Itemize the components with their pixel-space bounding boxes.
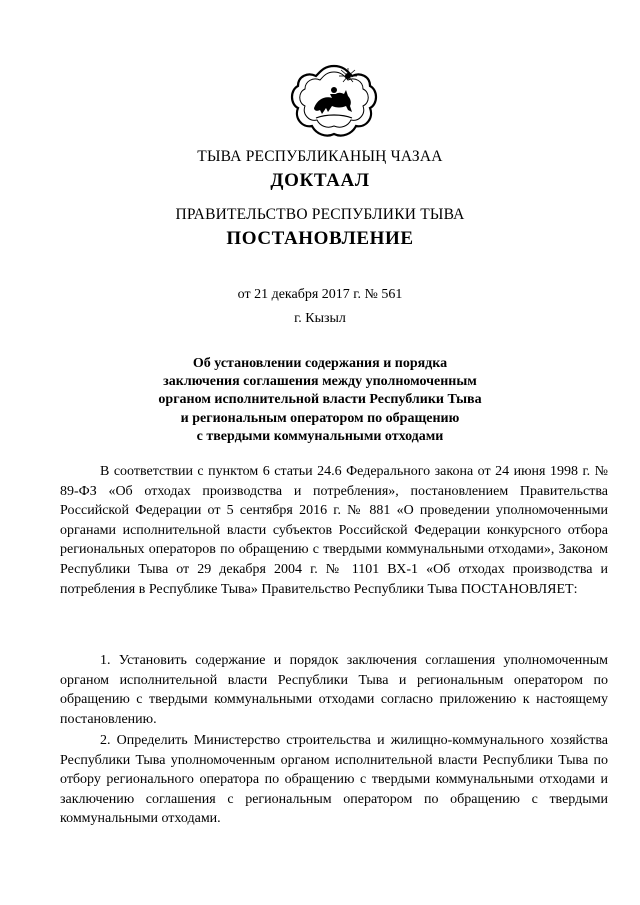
russian-government-name: ПРАВИТЕЛЬСТВО РЕСПУБЛИКИ ТЫВА bbox=[175, 206, 465, 223]
title-line: Об установлении содержания и порядка bbox=[192, 356, 448, 371]
title-line: органом исполнительной власти Республики Тыва bbox=[158, 392, 482, 408]
title-line: и региональным оператором по обращению bbox=[180, 410, 460, 426]
resolution-item-2: 2. Определить Министерство строительства и жилищно-коммунального хозяйства Республики Тыва уполномоченным органом исполнительной власти Республики Тыва по отбору регионального оператора по обращению с твердыми коммунальными отходами и заключению соглашения с региональным оператором по обращению с твердыми коммунальными отходами. bbox=[60, 733, 608, 827]
title-line: заключения соглашения между уполномоченным bbox=[163, 374, 477, 390]
preamble-paragraph: В соответствии с пунктом 6 статьи 24.6 Федерального закона от 24 июня 1998 г. № 89-ФЗ «Об отходах производства и потребления», постановлением Правительства Российской Федерации от 5 сентября 2016 г. № 881 «О проведении уполномоченными органами исполнительной власти субъектов Российской Федерации конкурсного отбора региональных операторов по обращению с твердыми коммунальными отходами», Законом Республики Тыва от 29 декабря 2004 г. № 1101 ВХ-1 «Об отходах производства и потребления в Республике Тыва» Правительство Республики Тыва ПОСТАНОВЛЯЕТ: bbox=[60, 464, 608, 597]
title-line: с твердыми коммунальными отходами bbox=[196, 428, 444, 444]
coat-of-arms-emblem bbox=[286, 62, 382, 140]
resolution-item-1: 1. Установить содержание и порядок заключения соглашения уполномоченным органом исполнительной власти Республики Тыва и региональным оператором по обращению с твердыми коммунальными отходами согласно приложению к настоящему постановлению. bbox=[60, 653, 608, 727]
document-title bbox=[120, 355, 520, 446]
tuvan-government-name: ТЫВА РЕСПУБЛИКАНЫҢ ЧАЗАА bbox=[197, 148, 443, 165]
document-city: г. Кызыл bbox=[294, 311, 346, 326]
russian-decree-title: ПОСТАНОВЛЕНИЕ bbox=[226, 228, 414, 249]
document-date-number: от 21 декабря 2017 г. № 561 bbox=[237, 287, 403, 302]
tuvan-decree-title: ДОКТААЛ bbox=[270, 170, 370, 191]
